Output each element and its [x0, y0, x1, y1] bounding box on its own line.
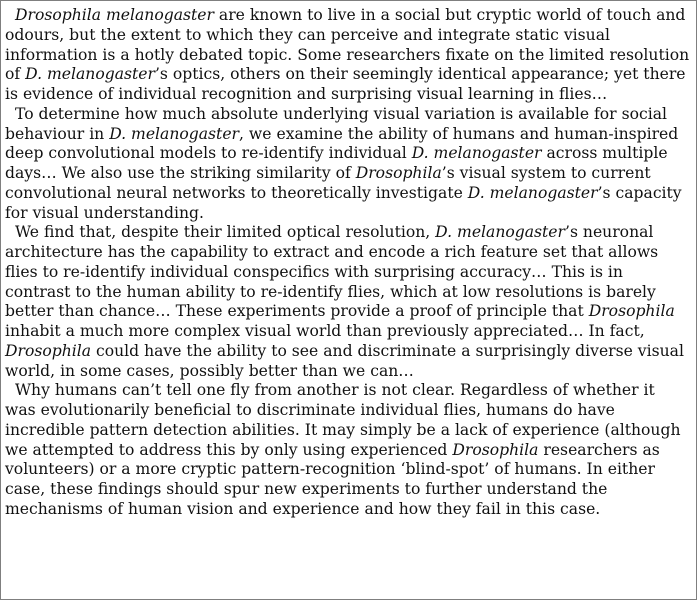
segment: Drosophila melanogaster: [15, 6, 214, 24]
paragraph-2: [5, 105, 690, 224]
segment: are known to live in a social but cryptic world of touch and odours, but the extent to which they can perceive and integrate static visual information is a hotly debated topic. Some researchers fixate on the limited resolution of: [5, 6, 690, 84]
segment: Drosophila: [355, 164, 442, 182]
segment: inhabit a much more complex visual world than previously appreciated… In fact,: [5, 322, 645, 340]
segment: D. melanogaster: [411, 144, 542, 163]
segment: To determine how much absolute underlying visual variation is available for social behaviour in: [5, 104, 667, 143]
segment: ’s capacity for visual understanding.: [5, 183, 682, 222]
segment: D. melanogaster: [109, 124, 240, 143]
segment: , we examine the ability of humans and human-inspired deep convolutional models to re-identify individual: [5, 124, 679, 163]
segment: ’s optics, others on their seemingly identical appearance; yet there is evidence of individual recognition and surprising visual learning in flies…: [5, 65, 686, 103]
segment: Drosophila: [452, 440, 539, 459]
segment: Why humans can’t tell one fly from another is not clear. Regardless of whether it was evolutionarily beneficial to discriminate individual flies, humans do have incredible pattern detection abilities. It may simply be a lack of experience (although we attempted to address this by only using experienced: [5, 381, 681, 459]
segment: D. melanogaster: [25, 65, 155, 84]
segment: ’s visual system to current convolutional neural networks to theoretically investigate: [5, 164, 651, 202]
paragraph-3: [5, 223, 690, 381]
segment: We find that, despite their limited optical resolution,: [15, 223, 436, 242]
segment: ’s neuronal architecture has the capability to extract and encode a rich feature set that allows flies to re-identify individual conspecifics with surprising accuracy… This is in contrast to the human ability to re-identify flies, which at low resolutions is barely better than chance… These experiments provide a proof of principle that: [5, 223, 659, 321]
paragraph-4: [5, 381, 690, 519]
segment: Drosophila: [588, 302, 675, 321]
segment: researchers as volunteers) or a more cryptic pattern-recognition ‘blind-spot’ of humans. In either case, these findings should spur new experiments to further understand the mechanisms of human vision and experience and how they fail in this case.: [5, 440, 660, 518]
segment: across multiple days… We also use the striking similarity of: [5, 144, 668, 182]
segment: Drosophila: [5, 341, 92, 360]
paragraph-1: [5, 6, 690, 105]
segment: D. melanogaster: [467, 183, 598, 202]
segment: D. melanogaster: [435, 223, 565, 242]
segment: could have the ability to see and discriminate a surprisingly diverse visual world, in some cases, possibly better than we can…: [5, 341, 684, 380]
